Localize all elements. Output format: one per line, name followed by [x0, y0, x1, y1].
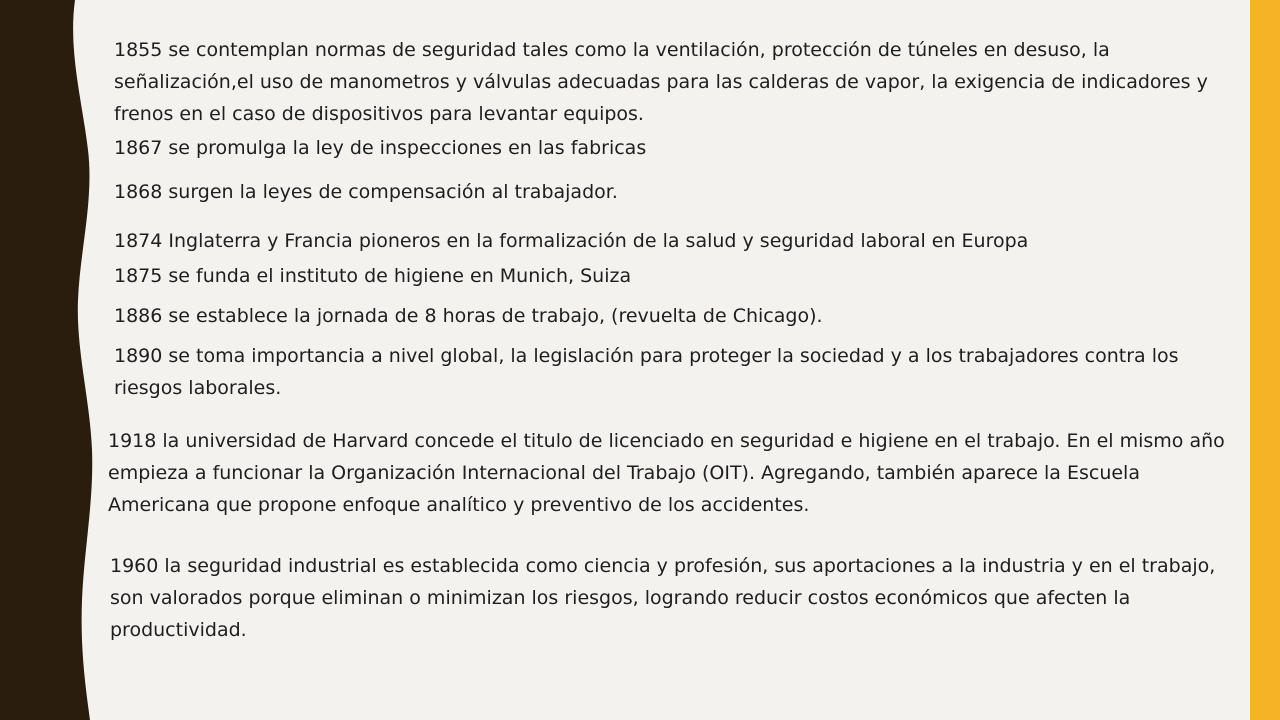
entry-1886: 1886 se establece la jornada de 8 horas de trabajo, (revuelta de Chicago). [114, 305, 823, 327]
wavy-band-shape [0, 0, 110, 720]
left-decorative-band [0, 0, 110, 720]
entry-1867: 1867 se promulga la ley de inspecciones en las fabricas [114, 137, 647, 159]
entry-1855: 1855 se contemplan normas de seguridad tales como la ventilación, protección de túneles en desuso, la señalización,el uso de manometros y válvulas adecuadas para las calderas de vapor, la exigencia de indicadores y frenos en el caso de dispositivos para levantar equipos. [114, 39, 1208, 125]
right-accent-band [1250, 0, 1280, 720]
entry-1960: 1960 la seguridad industrial es establecida como ciencia y profesión, sus aportaciones a la industria y en el trabajo, son valorados porque eliminan o minimizan los riesgos, logrando reducir costos económicos que afecten la productividad. [110, 555, 1216, 641]
entry-1874: 1874 Inglaterra y Francia pioneros en la formalización de la salud y seguridad laboral en Europa [114, 230, 1029, 252]
entry-1875: 1875 se funda el instituto de higiene en Munich, Suiza [114, 265, 632, 287]
wavy-band-path [0, 0, 92, 720]
entry-1890: 1890 se toma importancia a nivel global, la legislación para proteger la sociedad y a los trabajadores contra los riesgos laborales. [114, 345, 1179, 399]
entry-1918: 1918 la universidad de Harvard concede el titulo de licenciado en seguridad e higiene en el trabajo. En el mismo año empieza a funcionar la Organización Internacional del Trabajo (OIT). Agregando, también aparece la Escuela Americana que propone enfoque analítico y preventivo de los accidentes. [108, 430, 1225, 516]
entry-1868: 1868 surgen la leyes de compensación al trabajador. [114, 181, 618, 203]
